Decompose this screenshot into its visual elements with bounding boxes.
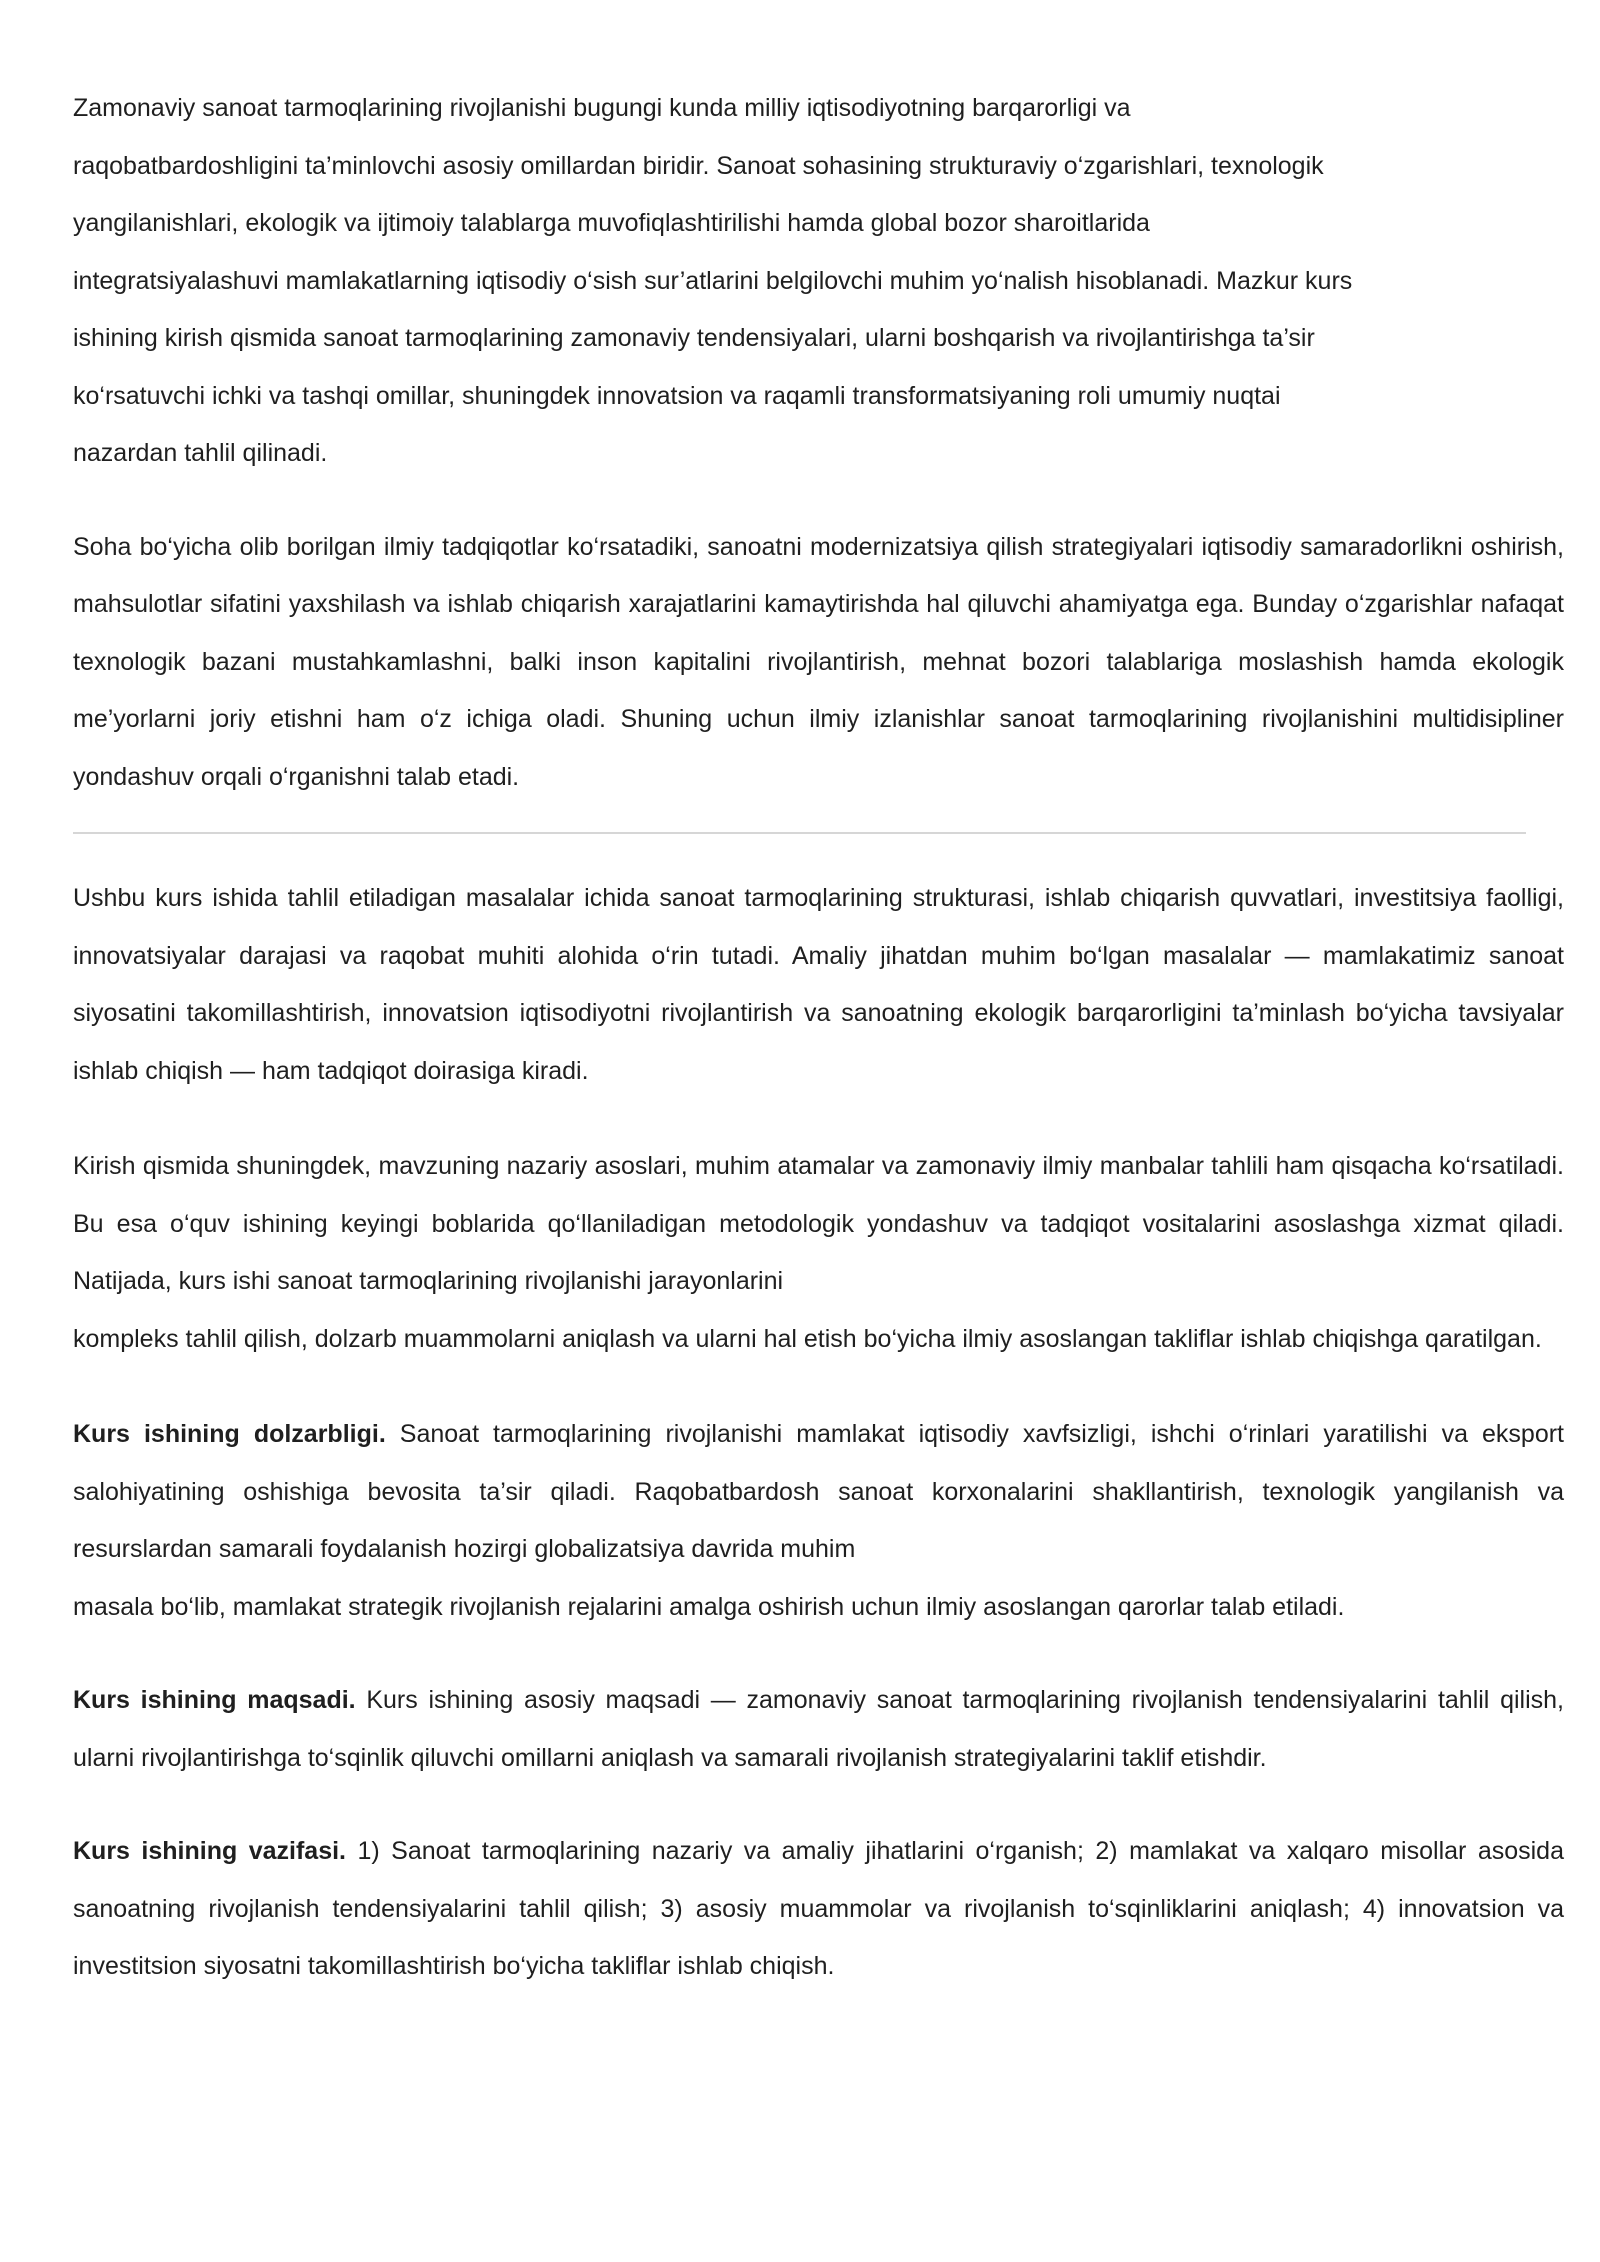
intro-paragraph	[73, 80, 1564, 483]
relevance-paragraph	[73, 1406, 1564, 1636]
theory-text: Kirish qismida shuningdek, mavzuning nazariy asoslari, muhim atamalar va zamonaviy ilmiy manbalar tahlili ham qisqacha ko‘rsatiladi. Bu esa o‘quv ishining keyingi boblarida qo‘llaniladigan metodologik yondashuv va tadqiqot vositalarini asoslashga xizmat qiladi. Natijada, kurs ishi sanoat tarmoqlarining rivojlanishi jarayonlarini	[73, 1152, 1564, 1295]
tasks-label: Kurs ishining vazifasi.	[73, 1837, 346, 1865]
relevance-text: masala bo‘lib, mamlakat strategik rivojlanish rejalarini amalga oshirish uchun ilmiy asoslangan qarorlar talab etiladi.	[73, 1592, 1345, 1621]
intro-line: raqobatbardoshligini ta’minlovchi asosiy omillardan biridir. Sanoat sohasining strukturaviy o‘zgarishlari, texnologik	[73, 151, 1324, 180]
tasks-body: 1) Sanoat tarmoqlarining nazariy va amaliy jihatlarini o‘rganish; 2) mamlakat va xalqaro misollar asosida sanoatning rivojlanish tendensiyalarini tahlil qilish; 3) asosiy muammolar va rivojlanish to‘sqinliklarini aniqlash; 4) innovatsion va investitsion siyosatni takomillashtirish bo‘yicha takliflar ishlab chiqish.	[73, 1837, 1564, 1980]
scope-paragraph: Ushbu kurs ishida tahlil etiladigan masalalar ichida sanoat tarmoqlarining strukturasi, ishlab chiqarish quvvatlari, investitsiya faolligi, innovatsiyalar darajasi va raqobat muhiti alohida o‘rin tutadi. Amaliy jihatdan muhim bo‘lgan masalalar — mamlakatimiz sanoat siyosatini takomillashtirish, innovatsion iqtisodiyotni rivojlantirish va sanoatning ekologik barqarorligini ta’minlash bo‘yicha tavsiyalar ishlab chiqish — ham tadqiqot doirasiga kiradi.	[73, 884, 1564, 1085]
relevance-text	[73, 1406, 1564, 1579]
intro-line: Zamonaviy sanoat tarmoqlarining rivojlanishi bugungi kunda milliy iqtisodiyotning barqarorligi va	[73, 94, 1131, 122]
aim-body: Kurs ishining asosiy maqsadi — zamonaviy sanoat tarmoqlarining rivojlanish tendensiyalarini tahlil qilish, ularni rivojlantirishga to‘sqinlik qiluvchi omillarni aniqlash va samarali rivojlanish strategiyalarini taklif etishdir.	[73, 1686, 1564, 1772]
aim-label: Kurs ishining maqsadi.	[73, 1686, 356, 1714]
tasks-paragraph	[73, 1823, 1564, 1996]
intro-line: integratsiyalashuvi mamlakatlarning iqtisodiy o‘sish sur’atlarini belgilovchi muhim yo‘nalish hisoblanadi. Mazkur kurs	[73, 266, 1353, 295]
intro-line: nazardan tahlil qilinadi.	[73, 439, 328, 467]
theory-paragraph	[73, 1138, 1564, 1368]
research-paragraph: Soha bo‘yicha olib borilgan ilmiy tadqiqotlar ko‘rsatadiki, sanoatni modernizatsiya qilish strategiyalari iqtisodiy samaradorlikni oshirish, mahsulotlar sifatini yaxshilash va ishlab chiqarish xarajatlarini kamaytirishda hal qiluvchi ahamiyatga ega. Bunday o‘zgarishlar nafaqat texnologik bazani mustahkamlashni, balki inson kapitalini rivojlantirish, mehnat bozori talablariga moslashish hamda ekologik me’yorlarni joriy etishni ham o‘z ichiga oladi. Shuning uchun ilmiy izlanishlar sanoat tarmoqlarining rivojlanishini multidisipliner yondashuv orqali o‘rganishni talab etadi.	[73, 532, 1564, 791]
aim-paragraph	[73, 1672, 1564, 1787]
intro-line: yangilanishlari, ekologik va ijtimoiy talablarga muvofiqlashtirilishi hamda global bozor sharoitlarida	[73, 209, 1150, 237]
intro-line: ishining kirish qismida sanoat tarmoqlarining zamonaviy tendensiyalari, ularni boshqarish va rivojlantirishga ta’sir	[73, 324, 1315, 352]
section-divider	[73, 832, 1526, 834]
intro-line: ko‘rsatuvchi ichki va tashqi omillar, shuningdek innovatsion va raqamli transformatsiyaning roli umumiy nuqtai	[73, 381, 1281, 410]
relevance-label: Kurs ishining dolzarbligi.	[73, 1420, 386, 1448]
theory-text: kompleks tahlil qilish, dolzarb muammolarni aniqlash va ularni hal etish bo‘yicha ilmiy asoslangan takliflar ishlab chiqishga qaratilgan.	[73, 1324, 1542, 1353]
document-page	[73, 80, 1564, 1996]
relevance-body: Sanoat tarmoqlarining rivojlanishi mamlakat iqtisodiy xavfsizligi, ishchi o‘rinlari yaratilishi va eksport salohiyatining oshishiga bevosita ta’sir qiladi. Raqobatbardosh sanoat korxonalarini shakllantirish, texnologik yangilanish va resurslardan samarali foydalanish hozirgi globalizatsiya davrida muhim	[73, 1420, 1564, 1563]
